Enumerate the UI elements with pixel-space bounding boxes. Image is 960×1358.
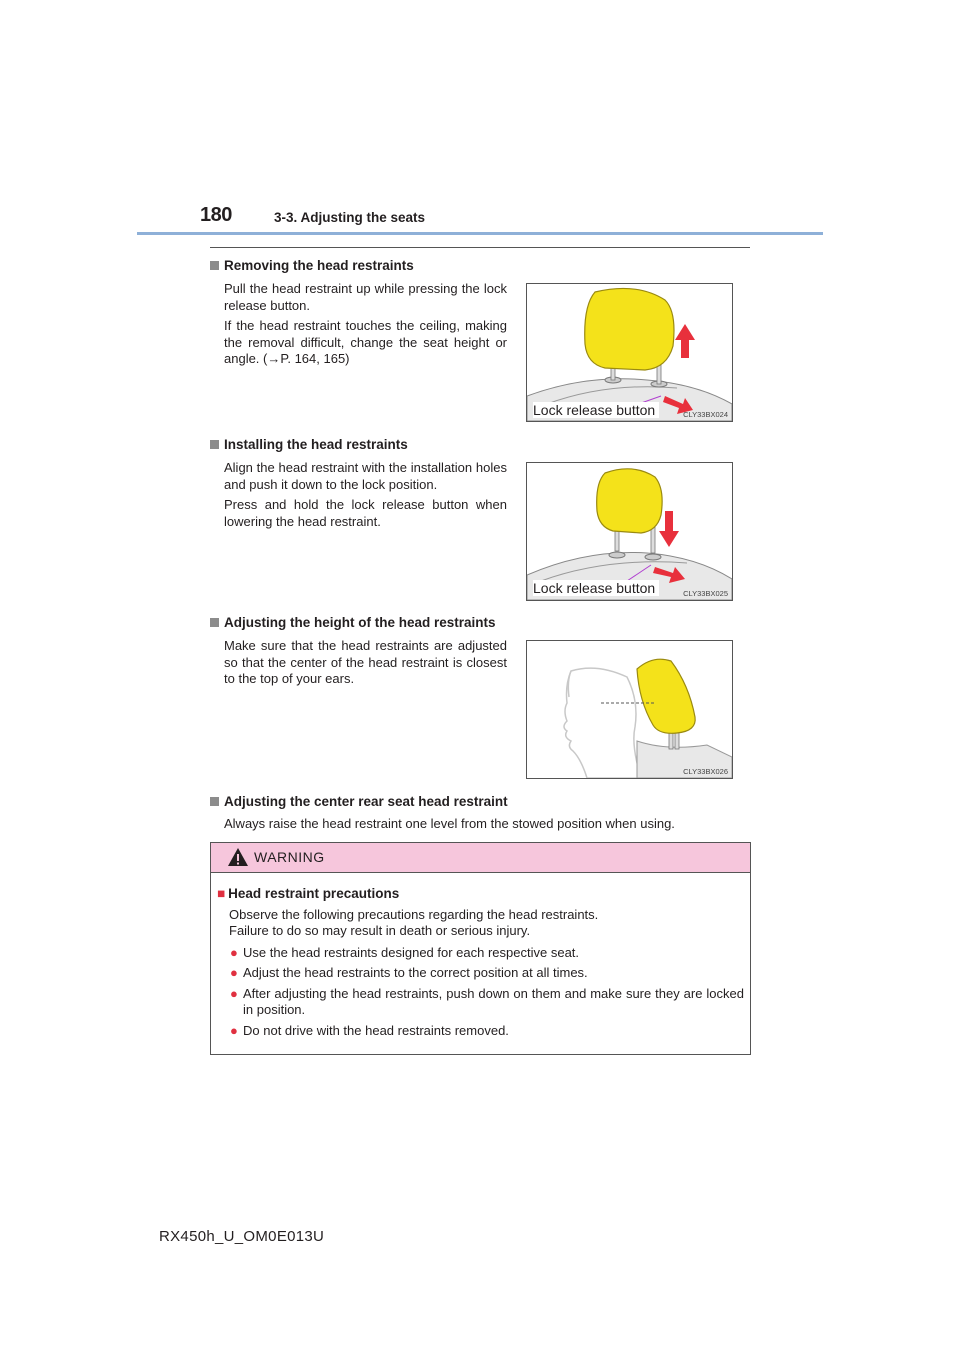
figure-adjusting-height xyxy=(526,640,733,779)
header-rule xyxy=(137,232,823,235)
bullet-dot-icon: ● xyxy=(230,944,238,960)
warning-header xyxy=(211,843,750,873)
bullet-dot-icon: ● xyxy=(230,965,238,980)
warning-bullet: ● After adjusting the head restraints, push down on them and make sure they are locked in position. xyxy=(230,985,744,1017)
figure-label: Lock release button xyxy=(533,402,659,418)
paragraph: Always raise the head restraint one level from the stowed position when using. xyxy=(224,816,675,831)
head-restraint-removal-illustration xyxy=(527,284,732,421)
figure-label: Lock release button xyxy=(533,580,659,596)
warning-subheading: ■ Head restraint precautions xyxy=(217,886,400,901)
warning-title: WARNING xyxy=(254,849,325,865)
adjusting-height-text xyxy=(224,638,507,692)
subheading-installing: Installing the head restraints xyxy=(210,437,408,452)
warning-bullet: ● Adjust the head restraints to the correct position at all times. xyxy=(230,965,588,980)
head-restraint-height-illustration xyxy=(527,641,732,778)
paragraph: Make sure that the head restraints are adjusted so that the center of the head restraint is closest to the top of your ears. xyxy=(224,638,507,686)
warning-box xyxy=(210,842,751,1055)
square-bullet-icon xyxy=(210,261,219,270)
subheading-center-rear: Adjusting the center rear seat head restraint xyxy=(210,794,508,809)
square-bullet-icon: ■ xyxy=(217,886,226,901)
section-title: 3-3. Adjusting the seats xyxy=(274,210,426,225)
figure-code: CLY33BX025 xyxy=(683,589,728,598)
warning-triangle-icon xyxy=(227,847,249,867)
figure-code: CLY33BX026 xyxy=(683,767,728,776)
bullet-dot-icon: ● xyxy=(230,1022,238,1038)
paragraph: Align the head restraint with the installation holes and push it down to the lock position. xyxy=(224,460,507,492)
bullet-dot-icon: ● xyxy=(230,985,238,1001)
subheading-removing: Removing the head restraints xyxy=(210,258,414,273)
section-rule xyxy=(210,247,750,248)
square-bullet-icon xyxy=(210,797,219,806)
figure-removing xyxy=(526,283,733,422)
subheading-adjusting-height: Adjusting the height of the head restraints xyxy=(210,615,496,630)
paragraph: Pull the head restraint up while pressing the lock release button. xyxy=(224,281,507,313)
warning-bullet: ● Do not drive with the head restraints removed. xyxy=(230,1022,509,1038)
installing-text xyxy=(224,460,507,534)
removing-text xyxy=(224,281,507,372)
square-bullet-icon xyxy=(210,618,219,627)
warning-bullet: ● Use the head restraints designed for each respective seat. xyxy=(230,944,580,960)
figure-code: CLY33BX024 xyxy=(683,410,728,419)
paragraph: Press and hold the lock release button when lowering the head restraint. xyxy=(224,497,507,529)
warning-intro: Observe the following precautions regarding the head restraints. Failure to do so may result in death or serious injury. xyxy=(229,906,599,938)
center-rear-text xyxy=(224,816,754,837)
paragraph: If the head restraint touches the ceiling, making the removal difficult, change the seat height or angle. (→P. 164, 165) xyxy=(224,318,507,366)
square-bullet-icon xyxy=(210,440,219,449)
page-number: 180 xyxy=(200,204,232,226)
footer-model-code: RX450h_U_OM0E013U xyxy=(159,1228,325,1245)
warning-body xyxy=(211,873,750,1039)
figure-installing xyxy=(526,462,733,601)
